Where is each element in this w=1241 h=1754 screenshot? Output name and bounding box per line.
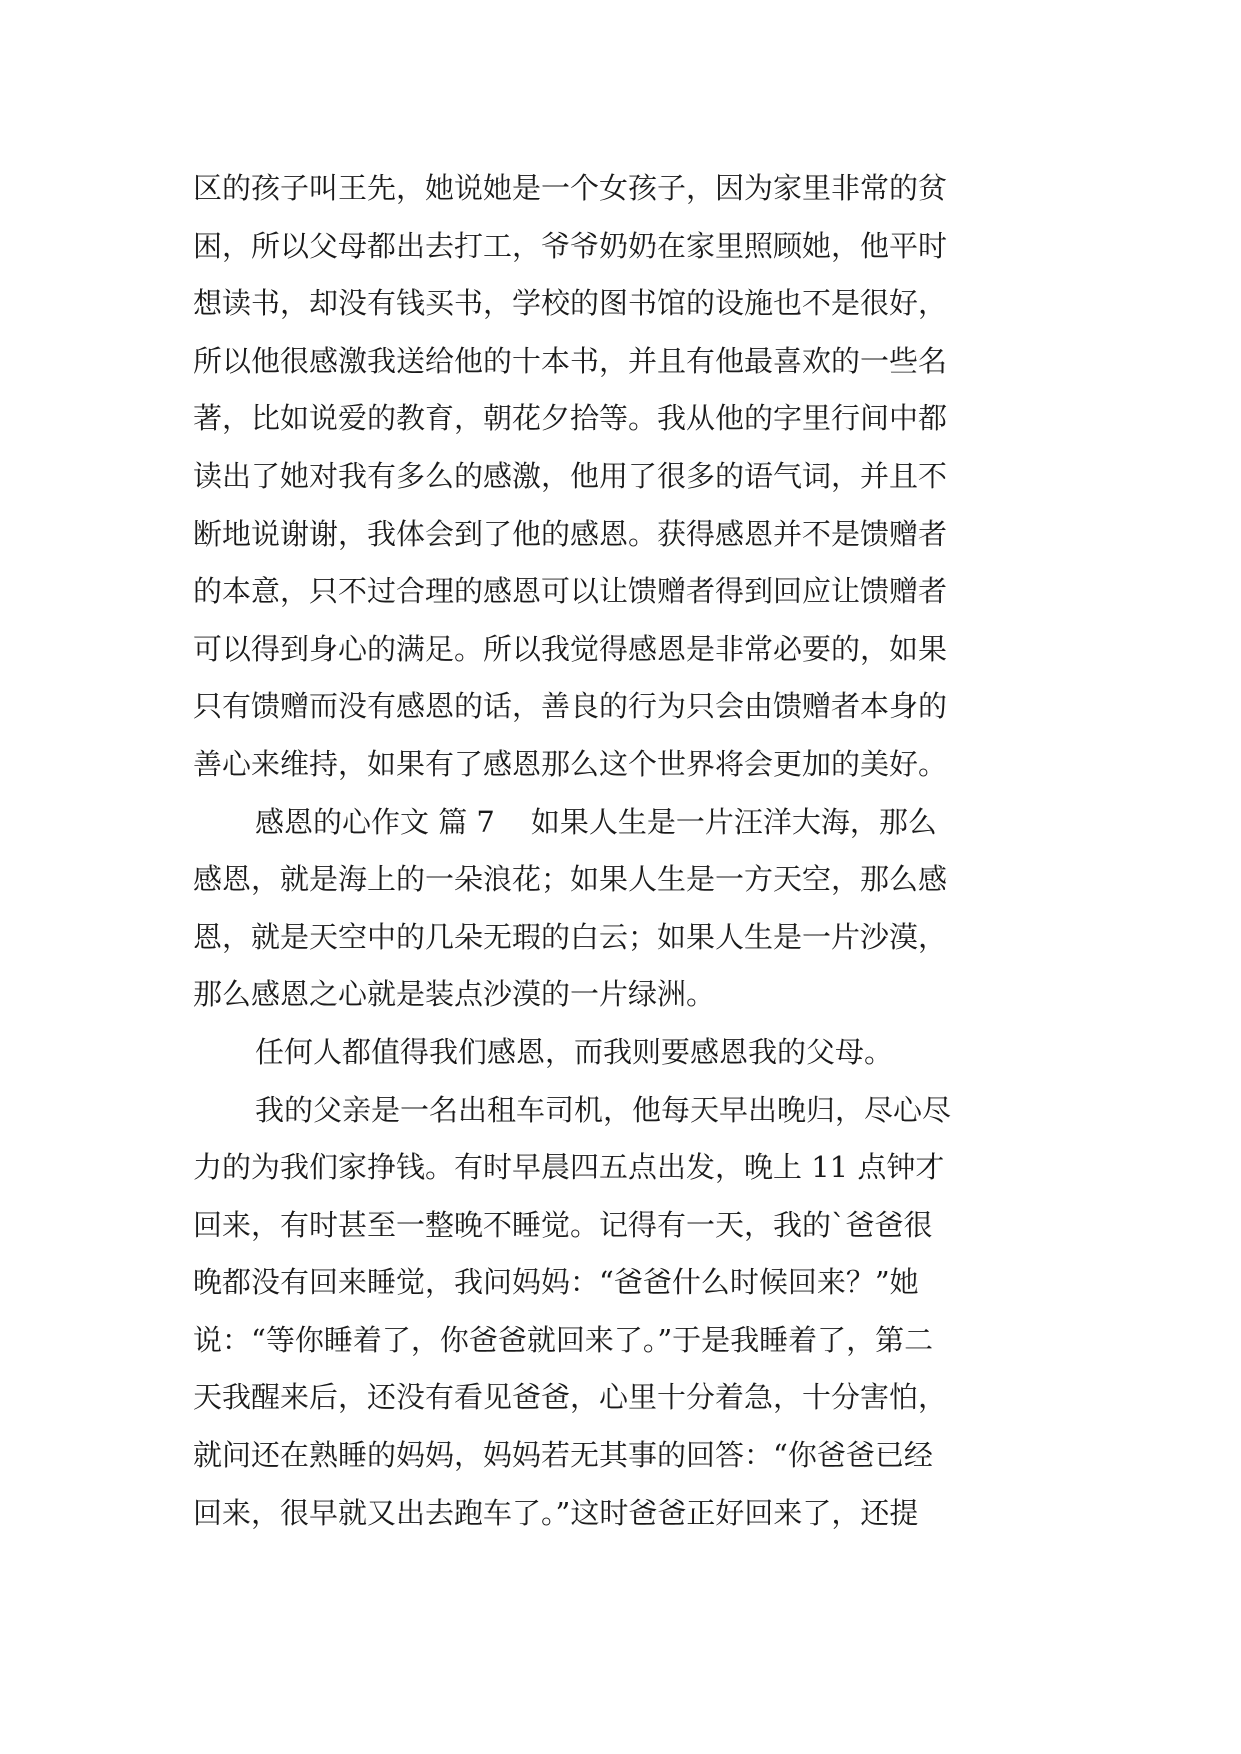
text-line: 说：“等你睡着了，你爸爸就回来了。”于是我睡着了，第二 [193, 1322, 934, 1357]
text-line: 的本意，只不过合理的感恩可以让馈赠者得到回应让馈赠者 [193, 574, 948, 609]
text-line: 天我醒来后，还没有看见爸爸，心里十分着急，十分害怕， [193, 1380, 948, 1415]
paragraph-line: 我的父亲是一名出租车司机，他每天早出晚归，尽心尽 [255, 1092, 952, 1127]
text-line: 善心来维持，如果有了感恩那么这个世界将会更加的美好。 [193, 746, 948, 781]
text-line: 就问还在熟睡的妈妈，妈妈若无其事的回答：“你爸爸已经 [193, 1438, 933, 1473]
text-line: 晚都没有回来睡觉，我问妈妈：“爸爸什么时候回来？”她 [193, 1265, 919, 1300]
section-heading: 感恩的心作文 篇 7 [255, 804, 495, 839]
text-line: 那么感恩之心就是装点沙漠的一片绿洲。 [193, 977, 716, 1012]
section-heading-line [193, 794, 1073, 852]
body-text [193, 160, 1073, 1542]
text-line: 所以他很感激我送给他的十本书，并且有他最喜欢的一些名 [193, 343, 948, 378]
text-line: 困，所以父母都出去打工，爷爷奶奶在家里照顾她，他平时 [193, 228, 948, 263]
text-line: 只有馈赠而没有感恩的话，善良的行为只会由馈赠者本身的 [193, 689, 948, 724]
text-line: 感恩，就是海上的一朵浪花；如果人生是一方天空，那么感 [193, 862, 948, 897]
text-line: 想读书，却没有钱买书，学校的图书馆的设施也不是很好， [193, 286, 948, 321]
text-line: 区的孩子叫王先，她说她是一个女孩子，因为家里非常的贫 [193, 171, 948, 205]
text-line: 著，比如说爱的教育，朝花夕拾等。我从他的字里行间中都 [193, 401, 948, 436]
text-line: 回来，有时甚至一整晚不睡觉。记得有一天，我的`爸爸很 [193, 1207, 933, 1242]
text-line: 恩，就是天空中的几朵无瑕的白云；如果人生是一片沙漠， [193, 919, 948, 954]
text-line: 回来，很早就又出去跑车了。”这时爸爸正好回来了，还提 [193, 1495, 919, 1530]
section-first-line: 如果人生是一片汪洋大海，那么 [530, 804, 937, 839]
paragraph-line: 任何人都值得我们感恩，而我则要感恩我的父母。 [255, 1034, 894, 1069]
text-line: 可以得到身心的满足。所以我觉得感恩是非常必要的，如果 [193, 631, 948, 666]
text-line: 读出了她对我有多么的感激，他用了很多的语气词，并且不 [193, 458, 948, 493]
text-line: 力的为我们家挣钱。有时早晨四五点出发，晚上 11 点钟才 [193, 1150, 945, 1185]
text-line: 断地说谢谢，我体会到了他的感恩。获得感恩并不是馈赠者 [193, 516, 948, 551]
